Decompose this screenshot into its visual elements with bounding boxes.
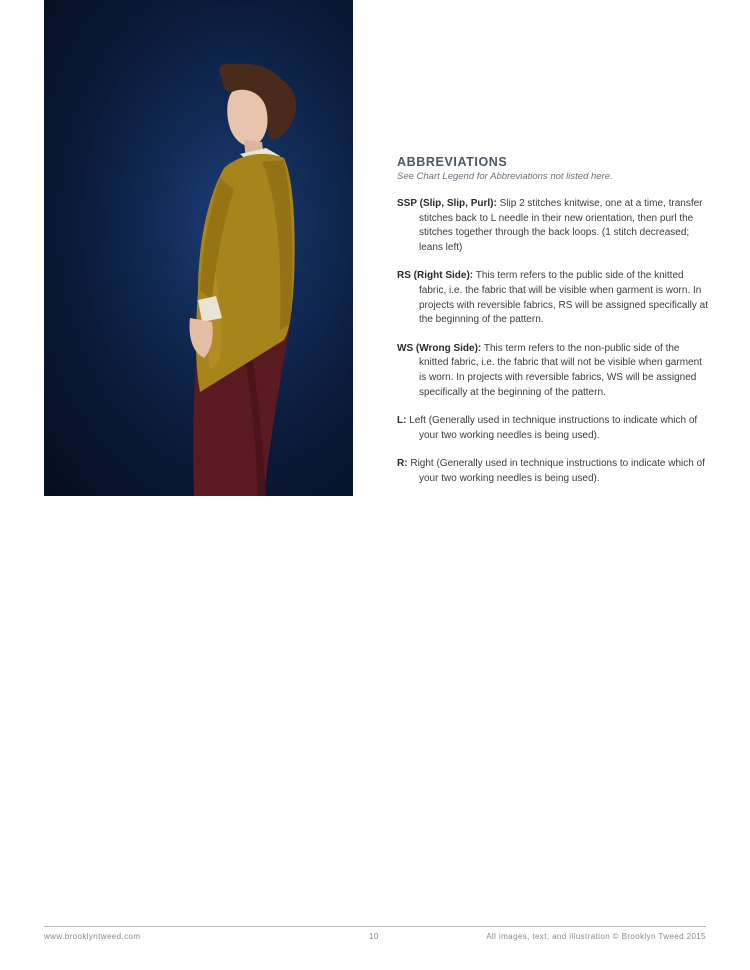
abbreviation-entry-ws	[397, 342, 709, 400]
model-figure-illustration	[44, 0, 353, 496]
abbreviation-definition: This term refers to the public side of the knitted fabric, i.e. the fabric that will be visible when garment is worn. In projects with reversible fabrics, RS will be assigned specifically at the beginning of the pattern.	[419, 270, 709, 326]
abbreviation-term: R:	[397, 458, 408, 470]
abbreviation-term: RS (Right Side):	[397, 270, 474, 282]
abbreviation-entry-rs	[397, 269, 709, 327]
abbreviation-term: SSP (Slip, Slip, Purl):	[397, 198, 497, 209]
abbreviation-entry-r	[397, 457, 709, 486]
abbreviations-section	[397, 155, 709, 487]
abbreviation-term: L:	[397, 415, 407, 427]
abbreviation-definition: Left (Generally used in technique instructions to indicate which of your two working needles is being used).	[406, 415, 698, 441]
abbreviation-definition: Slip 2 stitches knitwise, one at a time, transfer stitches back to L needle in their new orientation, then purl the stitches together through the back loops. (1 stitch decreased; leans left)	[419, 198, 703, 253]
section-subheading: See Chart Legend for Abbreviations not listed here.	[397, 171, 613, 182]
section-heading: ABBREVIATIONS	[397, 155, 508, 169]
model-photo	[44, 0, 353, 496]
footer-copyright: All images, text, and illustration © Brooklyn Tweed 2015	[486, 932, 706, 941]
abbreviation-entry-ssp	[397, 197, 709, 255]
footer-website-link[interactable]: www.brooklyntweed.com	[44, 932, 141, 941]
footer-page-number: 10	[369, 932, 379, 941]
abbreviation-entry-l	[397, 414, 709, 443]
abbreviation-definition: Right (Generally used in technique instructions to indicate which of your two working needles is being used).	[407, 458, 705, 484]
abbreviation-term: WS (Wrong Side):	[397, 342, 482, 354]
footer-divider	[44, 926, 706, 927]
abbreviation-definition: This term refers to the non-public side of the knitted fabric, i.e. the fabric that will not be visible when garment is worn. In projects with reversible fabrics, WS will be assigned specifically at the beginning of the pattern.	[419, 342, 702, 398]
